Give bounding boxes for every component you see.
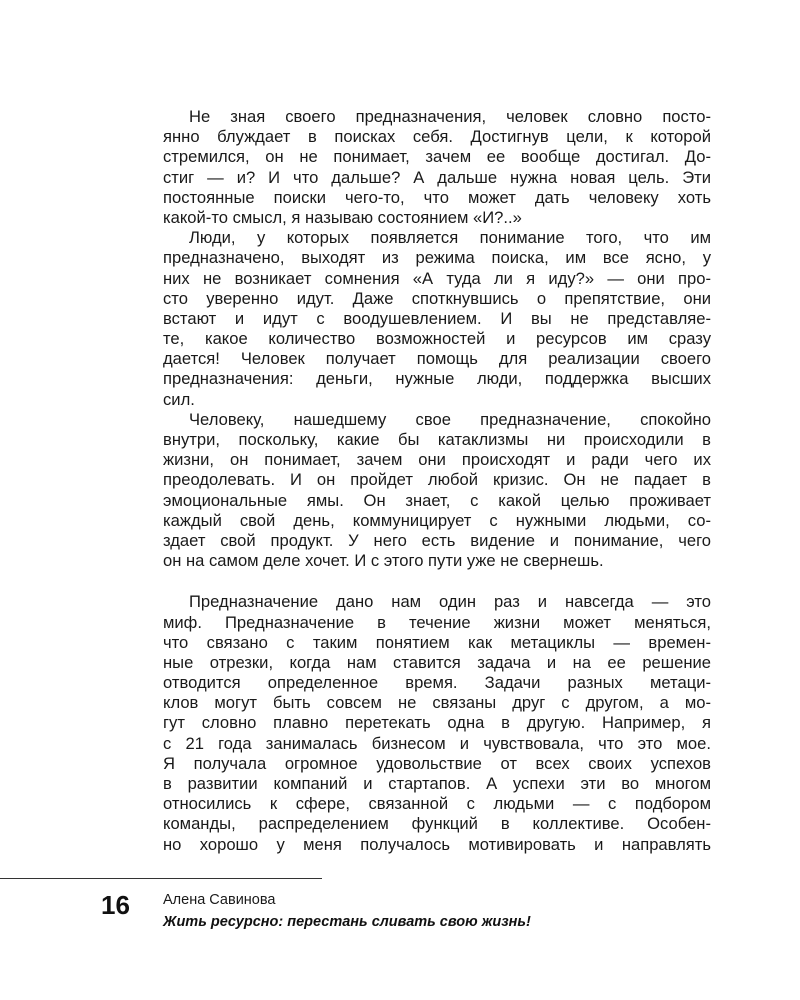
text-line: стиг — и? И что дальше? А дальше нужна новая цель. Эти <box>163 167 711 187</box>
text-line: сто уверенно идут. Даже споткнувшись о препятствие, они <box>163 288 711 308</box>
text-line: относились к сфере, связанной с людьми — с подбором <box>163 794 711 814</box>
text-line: но хорошо у меня получалось мотивировать и направлять <box>163 834 711 854</box>
text-line: преодолевать. И он пройдет любой кризис. Он не падает в <box>163 470 711 490</box>
paragraph <box>163 107 711 228</box>
footer-book-title: Жить ресурсно: перестань сливать свою жизнь! <box>163 914 531 930</box>
text-line: сил. <box>163 389 195 409</box>
text-line: ные отрезки, когда нам ставится задача и на ее решение <box>163 652 711 672</box>
body-text <box>163 107 711 855</box>
footer-author: Алена Савинова <box>163 892 276 908</box>
text-line: Человеку, нашедшему свое предназначение, спокойно <box>189 409 711 429</box>
text-line: что связано с таким понятием как метациклы — времен- <box>163 632 711 652</box>
text-line: Предназначение дано нам один раз и навсегда — это <box>189 592 711 612</box>
text-line: каждый свой день, коммуницирует с нужными людьми, со- <box>163 510 711 530</box>
text-line: команды, распределением функций в коллективе. Особен- <box>163 814 711 834</box>
text-line: здает свой продукт. У него есть видение и понимание, чего <box>163 530 711 550</box>
text-line: те, какое количество возможностей и ресурсов им сразу <box>163 329 711 349</box>
text-line: стремился, он не понимает, зачем ее вообще достигал. До- <box>163 147 711 167</box>
text-line: Я получала огромное удовольствие от всех своих успехов <box>163 753 711 773</box>
text-line: какой-то смысл, я называю состоянием «И?..» <box>163 207 522 227</box>
footer-divider <box>0 878 322 879</box>
text-line: отводится определенное время. Задачи разных метаци- <box>163 673 711 693</box>
text-line: Не зная своего предназначения, человек словно посто- <box>189 107 711 126</box>
text-line: в развитии компаний и стартапов. А успехи эти во многом <box>163 774 711 793</box>
text-line: он на самом деле хочет. И с этого пути уже не свернешь. <box>163 551 604 571</box>
text-line: жизни, он понимает, зачем они происходят и ради чего их <box>163 450 711 470</box>
text-line: гут словно плавно перетекать одна в другую. Например, я <box>163 713 711 733</box>
text-line: с 21 года занималась бизнесом и чувствовала, что это мое. <box>163 733 711 753</box>
text-line: Люди, у которых появляется понимание того, что им <box>189 228 711 248</box>
text-line: внутри, поскольку, какие бы катаклизмы ни происходили в <box>163 430 711 449</box>
text-line: миф. Предназначение в течение жизни может меняться, <box>163 612 711 632</box>
text-line: встают и идут с воодушевлением. И вы не представляе- <box>163 308 711 328</box>
paragraph <box>163 592 711 854</box>
text-line: постоянные поиски чего-то, что может дать человеку хоть <box>163 187 711 207</box>
paragraph <box>163 228 711 410</box>
section-gap <box>163 571 711 592</box>
text-line: предназначения: деньги, нужные люди, поддержка высших <box>163 369 711 389</box>
text-line: дается! Человек получает помощь для реализации своего <box>163 349 711 369</box>
paragraph <box>163 410 711 572</box>
text-line: янно блуждает в поисках себя. Достигнув цели, к которой <box>163 127 711 147</box>
text-line: клов могут быть совсем не связаны друг с другом, а мо- <box>163 693 711 713</box>
text-line: эмоциональные ямы. Он знает, с какой целью проживает <box>163 490 711 510</box>
text-line: предназначено, выходят из режима поиска, им все ясно, у <box>163 248 711 268</box>
text-line: них не возникает сомнения «А туда ли я иду?» — они про- <box>163 268 711 288</box>
page-number: 16 <box>101 890 130 920</box>
